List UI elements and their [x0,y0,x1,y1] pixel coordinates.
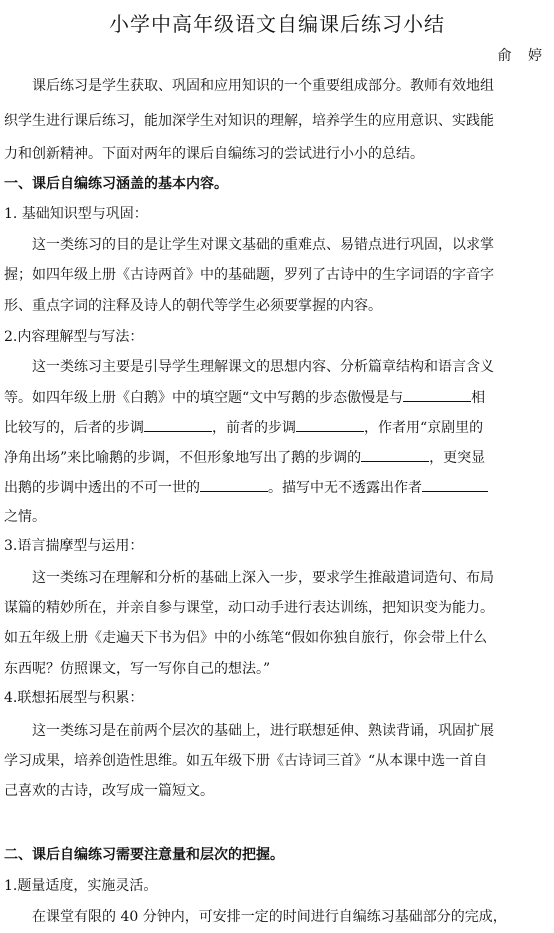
item-4-line-3: 己喜欢的古诗，改写成一篇短文。 [4,783,214,799]
fill-blank-3[interactable] [296,417,364,432]
fill-blank-5[interactable] [200,477,268,492]
author-name: 俞 婷 [497,48,548,64]
item-1-heading: 1. 基础知识型与巩固： [4,206,148,222]
item-2-line-5 [4,477,552,498]
item-2-line-3-text-b: ，前者的步调 [212,420,296,436]
item-2-line-6: 之情。 [4,509,46,525]
item-4-line-2: 学习成果，培养创造性思维。如五年级下册《古诗词三首》“从本课中选一首自 [4,753,488,769]
intro-line-1: 课后练习是学生获取、巩固和应用知识的一个重要组成部分。教师有效地组 [32,78,494,94]
item-2-line-2 [4,387,552,408]
item-2-line-4-text-a: 净角出场”来比喻鹅的步调，不但形象地写出了鹅的步调的 [4,450,362,466]
item-2-line-3-text-c: ，作者用“京剧里的 [364,420,484,436]
section-1-heading: 一、课后自编练习涵盖的基本内容。 [4,176,228,192]
fill-blank-4[interactable] [361,447,429,462]
item-2-line-4 [4,447,552,468]
item-2-line-3-text-a: 比较写的，后者的步调 [4,420,144,436]
section-2-item-1-line-1: 在课堂有限的 40 分钟内，可安排一定的时间进行自编练习基础部分的完成， [32,909,507,925]
item-2-heading: 2.内容理解型与写法： [4,329,144,345]
item-2-line-4-text-b: ，更突显 [429,450,486,466]
item-2-line-1: 这一类练习主要是引导学生理解课文的思想内容、分析篇章结构和语言含义 [32,359,494,375]
item-2-line-3 [4,417,552,438]
section-2-item-1-heading: 1.题量适度，实施灵活。 [4,878,158,894]
item-3-line-4: 东西呢？仿照课文，写一写你自己的想法。” [4,661,271,677]
item-1-line-1: 这一类练习的目的是让学生对课文基础的重难点、易错点进行巩固，以求掌 [32,237,494,253]
item-2-line-5-text-b: 。描写中无不透露出作者 [268,480,422,496]
item-3-line-2: 谋篇的精妙所在，并亲自参与课堂，动口动手进行表达训练，把知识变为能力。 [4,600,494,616]
item-4-heading: 4.联想拓展型与积累： [4,690,144,706]
item-2-line-5-text-a: 出鹅的步调中透出的不可一世的 [4,480,200,496]
intro-line-3: 力和创新精神。下面对两年的课后自编练习的尝试进行小小的总结。 [4,146,424,162]
item-3-line-3: 如五年级上册《走遍天下书为侣》中的小练笔“假如你独自旅行，你会带上什么 [4,630,488,646]
item-1-line-3: 形、重点字词的注释及诗人的朝代等学生必须要掌握的内容。 [4,298,382,314]
fill-blank-6[interactable] [422,477,488,492]
item-3-heading: 3.语言揣摩型与运用： [4,538,144,554]
document-title: 小学中高年级语文自编课后练习小结 [109,12,445,36]
fill-blank-2[interactable] [144,417,212,432]
item-2-line-2-text: 等。如四年级上册《白鹅》中的填空题“文中写鹅的步态傲慢是与 [4,390,404,406]
item-1-line-2: 握；如四年级上册《古诗两首》中的基础题，罗列了古诗中的生字词语的字音字 [4,267,494,283]
intro-line-2: 织学生进行课后练习，能加深学生对知识的理解，培养学生的应用意识、实践能 [4,113,494,129]
fill-blank-1[interactable] [403,387,471,402]
item-4-line-1: 这一类练习是在前两个层次的基础上，进行联想延伸、熟读背诵，巩固扩展 [32,723,494,739]
item-2-line-2-end: 相 [471,390,486,406]
section-2-heading: 二、课后自编练习需要注意量和层次的把握。 [4,847,284,863]
item-3-line-1: 这一类练习在理解和分析的基础上深入一步，要求学生推敲遣词造句、布局 [32,570,494,586]
